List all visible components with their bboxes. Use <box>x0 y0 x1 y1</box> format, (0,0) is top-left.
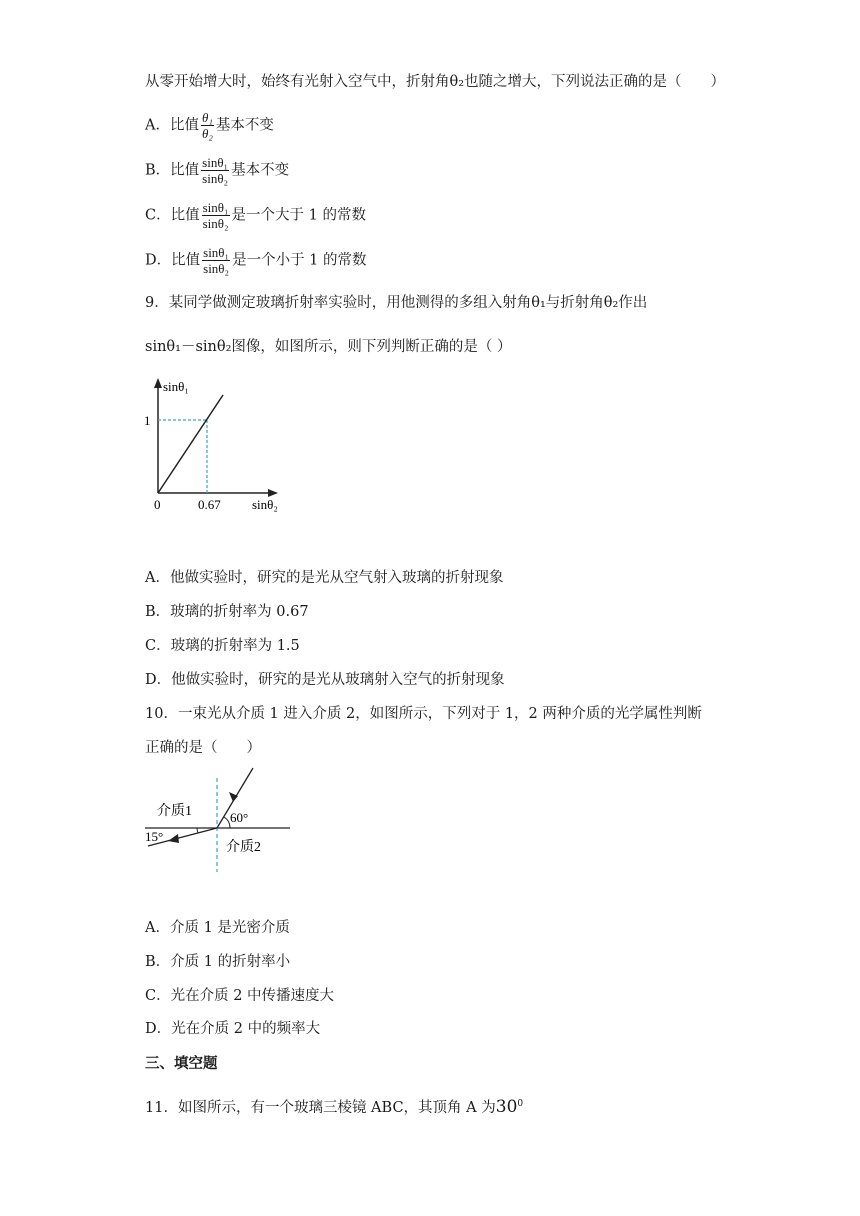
q10-stem-line1: 10．一束光从介质 1 进入介质 2，如图所示，下列对于 1，2 两种介质的光学属性判断 <box>145 706 702 722</box>
refracted-ray-arrow <box>168 834 179 843</box>
q10-option-d: D．光在介质 2 中的频率大 <box>145 1021 321 1037</box>
option-letter: D． <box>145 252 172 269</box>
fraction-numerator: sinθ₁ <box>202 155 229 170</box>
fraction <box>202 200 230 231</box>
q9-stem-line2: sinθ₁－sinθ₂图像，如图所示，则下列判断正确的是（ ） <box>145 339 512 355</box>
medium2-label: 介质2 <box>226 840 261 855</box>
fraction-denominator: sinθ₂ <box>202 216 229 231</box>
fraction-numerator: θ₁ <box>201 110 213 125</box>
q8-option-a <box>145 110 274 141</box>
incident-ray-arrow <box>229 792 238 802</box>
option-prefix: 比值 <box>170 207 200 224</box>
fraction-denominator: θ₂ <box>201 126 213 141</box>
fraction-denominator: sinθ₂ <box>203 261 230 276</box>
q10-option-a: A．介质 1 是光密介质 <box>145 920 290 936</box>
option-letter: B． <box>145 162 171 179</box>
y-axis-arrow <box>154 378 162 388</box>
angle-top-label: 60° <box>230 810 249 825</box>
fraction-denominator: sinθ₂ <box>202 171 229 186</box>
option-suffix: 基本不变 <box>215 117 274 134</box>
q9-option-c: C．玻璃的折射率为 1.5 <box>145 638 300 654</box>
option-letter: C． <box>145 207 171 224</box>
q8-stem: 从零开始增大时，始终有光射入空气中，折射角θ₂也随之增大，下列说法正确的是（ ） <box>145 74 726 90</box>
option-suffix: 是一个大于 1 的常数 <box>231 207 366 224</box>
origin-label: 0 <box>154 497 161 512</box>
option-prefix: 比值 <box>171 252 201 269</box>
q8-option-c <box>145 200 366 231</box>
x-axis-label: sinθ₂ <box>252 497 278 512</box>
option-prefix: 比值 <box>170 162 200 179</box>
q10-option-b: B．介质 1 的折射率小 <box>145 954 291 970</box>
q9-option-b: B．玻璃的折射率为 0.67 <box>145 604 309 620</box>
q8-option-b <box>145 155 289 186</box>
option-prefix: 比值 <box>169 117 199 134</box>
fraction <box>202 245 230 276</box>
angle-arc-bottom <box>197 828 198 833</box>
q11-angle-sup: 0 <box>517 1099 524 1109</box>
data-line <box>158 395 223 493</box>
x-tick-label: 0.67 <box>198 497 221 512</box>
q10-option-c: C．光在介质 2 中传播速度大 <box>145 988 335 1004</box>
q10-figure <box>140 765 300 875</box>
q10-stem-line2: 正确的是（ ） <box>145 740 261 756</box>
q9-graph <box>140 375 300 520</box>
q11-stem <box>145 1094 523 1118</box>
q9-stem-line1: 9．某同学做测定玻璃折射率实验时，用他测得的多组入射角θ₁与折射角θ₂作出 <box>145 295 648 311</box>
angle-bottom-label: 15° <box>145 829 164 844</box>
y-axis-label: sinθ₁ <box>163 379 189 394</box>
fraction <box>201 110 214 141</box>
q11-stem-text: 11．如图所示，有一个玻璃三棱镜 ABC，其顶角 A 为 <box>145 1099 496 1116</box>
fraction <box>201 155 229 186</box>
q9-option-a: A．他做实验时，研究的是光从空气射入玻璃的折射现象 <box>145 570 504 586</box>
y-tick-label: 1 <box>144 413 151 428</box>
medium1-label: 介质1 <box>157 804 192 819</box>
q8-option-d <box>145 245 367 276</box>
fraction-numerator: sinθ₁ <box>202 200 229 215</box>
q9-option-d: D．他做实验时，研究的是光从玻璃射入空气的折射现象 <box>145 672 505 688</box>
section-heading: 三、填空题 <box>145 1055 218 1072</box>
option-suffix: 是一个小于 1 的常数 <box>232 252 367 269</box>
q11-angle: 30 <box>495 1096 518 1117</box>
option-letter: A． <box>145 117 170 134</box>
option-suffix: 基本不变 <box>231 162 290 179</box>
x-axis-arrow <box>268 489 278 497</box>
fraction-numerator: sinθ₁ <box>203 245 230 260</box>
